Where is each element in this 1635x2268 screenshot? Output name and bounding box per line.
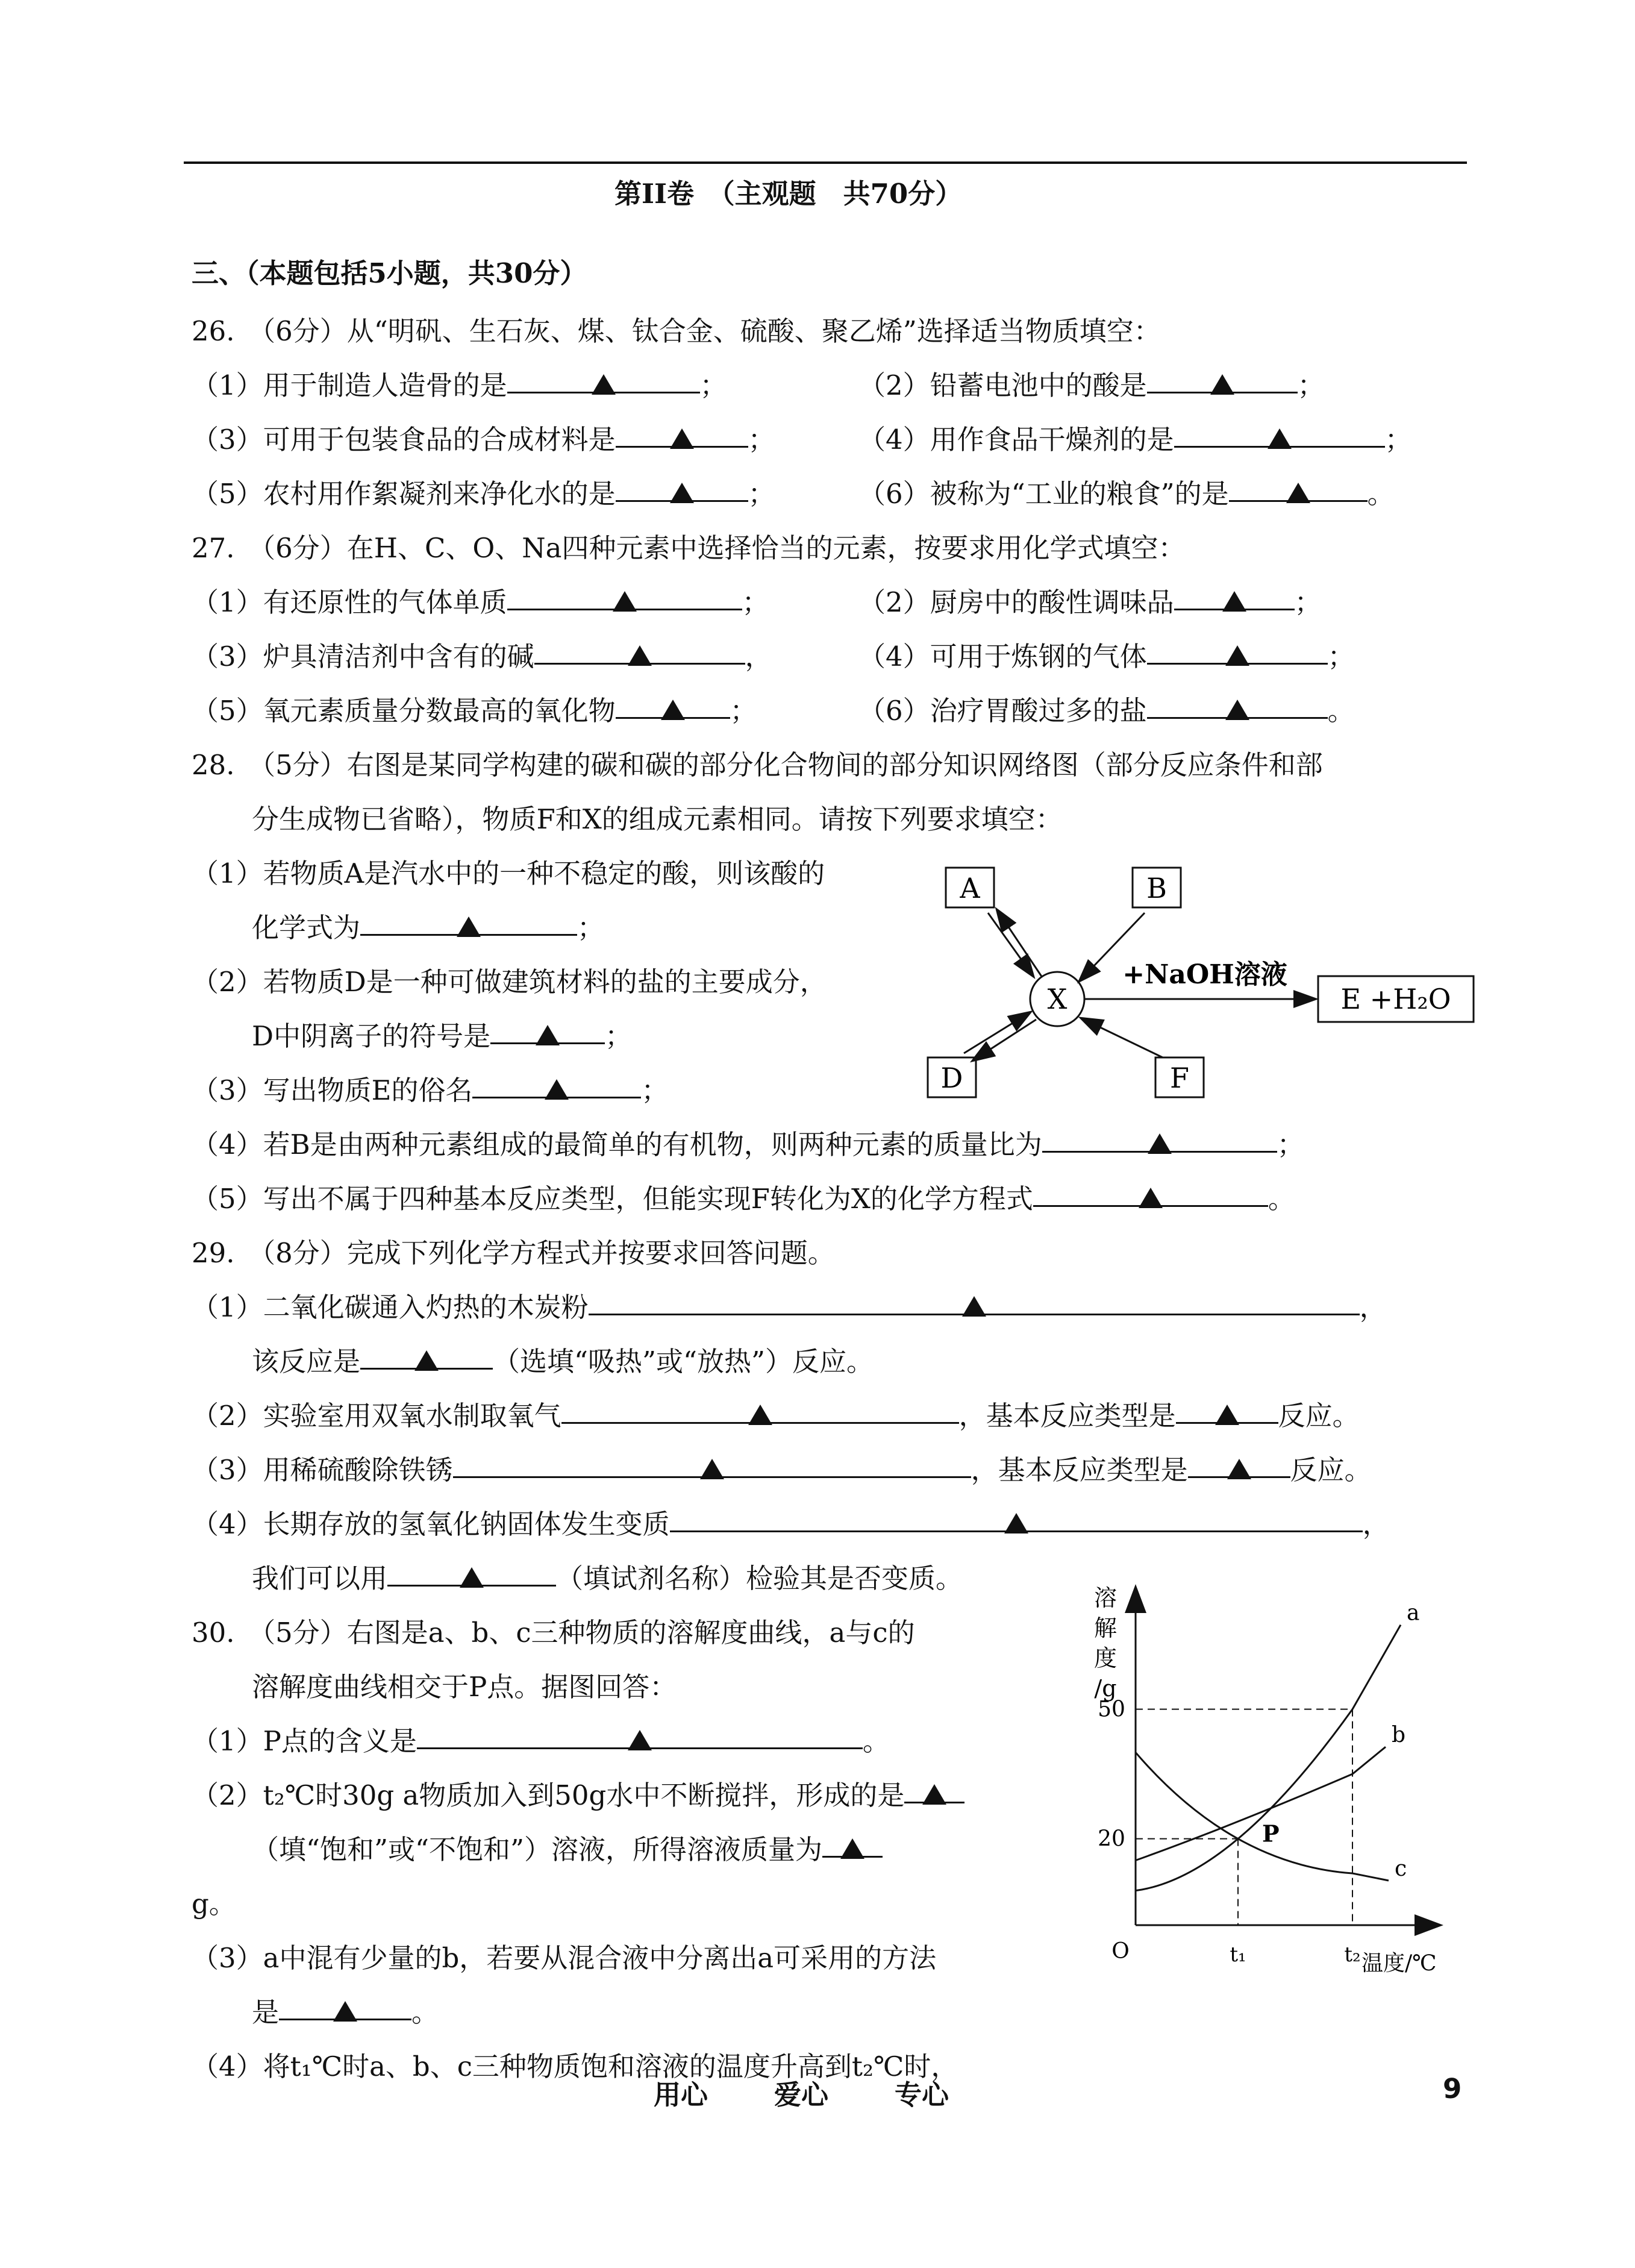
y-axis-label: /g — [1094, 1675, 1117, 1702]
series-b-label: b — [1392, 1723, 1406, 1748]
node-b-label: B — [1146, 872, 1167, 904]
answer-blank[interactable] — [1174, 422, 1385, 448]
q26-item-4: （4）用作食品干燥剂的是 ； — [858, 422, 1412, 458]
q30-item-3-line1: （3）a中混有少量的b，若要从混合液中分离出a可采用的方法 — [192, 1942, 937, 1974]
q26-item-5: （5）农村用作絮凝剂来净化水的是 ； — [192, 476, 775, 512]
answer-blank[interactable] — [360, 1344, 493, 1370]
q28-item-3: （3）写出物质E的俗名 ； — [192, 1073, 669, 1109]
answer-blank[interactable] — [616, 693, 730, 719]
arrow-x-to-a — [997, 910, 1042, 977]
answer-blank[interactable] — [561, 1398, 959, 1424]
solubility-chart — [1078, 1573, 1470, 1988]
q29-item-1-line1: （1）二氧化碳通入灼热的木炭粉 ， — [192, 1289, 1387, 1326]
arrow-a-to-x — [988, 913, 1033, 976]
x-axis-label: 温度/℃ — [1361, 1951, 1437, 1976]
answer-blank[interactable] — [1147, 693, 1328, 719]
answer-blank[interactable] — [822, 1832, 883, 1858]
q26-item-2: （2）铅蓄电池中的酸是 ； — [858, 368, 1325, 404]
q28-stem-line2: 分生成物已省略），物质F和X的组成元素相同。请按下列要求填空： — [252, 803, 1063, 835]
answer-blank[interactable] — [472, 1073, 641, 1098]
series-a-label: a — [1407, 1600, 1420, 1626]
answer-blank[interactable] — [589, 1289, 1360, 1315]
arrow-d-to-x — [964, 1012, 1030, 1053]
y-tick-label: 20 — [1098, 1826, 1125, 1852]
answer-blank[interactable] — [616, 422, 748, 448]
q30-stem-line2: 溶解度曲线相交于P点。据图回答： — [252, 1671, 677, 1703]
q30-item-2-line3: g。 — [192, 1888, 236, 1920]
answer-blank[interactable] — [417, 1723, 863, 1749]
q26-item-3: （3）可用于包装食品的合成材料是 ； — [192, 422, 775, 458]
footer-left: 用心 — [654, 2079, 708, 2111]
section-title: 第II卷 （主观题 共70分） — [614, 178, 963, 210]
answer-blank[interactable] — [1147, 368, 1298, 393]
q30-item-4-line1: （4）将t₁℃时a、b、c三种物质饱和溶液的温度升高到t₂℃时， — [192, 2050, 958, 2082]
answer-blank[interactable] — [670, 1506, 1363, 1532]
node-x-label: X — [1047, 983, 1068, 1015]
q27-stem: 27. （6分）在H、C、O、Na四种元素中选择恰当的元素，按要求用化学式填空： — [192, 532, 1186, 564]
part-title: 三、（本题包括5小题，共30分） — [192, 257, 587, 289]
answer-blank[interactable] — [453, 1452, 971, 1478]
q30-item-3-line2: 是 。 — [252, 1994, 439, 2031]
y-tick-label: 50 — [1098, 1697, 1125, 1722]
q30-item-2-line2: （填“饱和”或“不饱和”）溶液，所得溶液质量为 — [252, 1832, 883, 1868]
answer-blank[interactable] — [507, 368, 700, 393]
answer-blank[interactable] — [490, 1018, 605, 1044]
answer-blank[interactable] — [387, 1561, 556, 1587]
q27-item-3: （3）炉具清洁剂中含有的碱 ， — [192, 639, 772, 675]
q26-stem: 26. （6分）从“明矾、生石灰、煤、钛合金、硫酸、聚乙烯”选择适当物质填空： — [192, 315, 1161, 347]
q27-item-6: （6）治疗胃酸过多的盐 。 — [858, 693, 1355, 729]
q27-item-1: （1）有还原性的气体单质 ； — [192, 584, 769, 621]
q27-item-2: （2）厨房中的酸性调味品 ； — [858, 584, 1322, 621]
answer-blank[interactable] — [1042, 1127, 1277, 1153]
answer-blank[interactable] — [279, 1994, 411, 2020]
answer-blank[interactable] — [904, 1778, 964, 1803]
q29-item-4-line1: （4）长期存放的氢氧化钠固体发生变质 ， — [192, 1506, 1390, 1543]
q30-item-2-line1: （2）t₂℃时30g a物质加入到50g水中不断搅拌，形成的是 — [192, 1778, 964, 1814]
q29-stem: 29. （8分）完成下列化学方程式并按要求回答问题。 — [192, 1237, 835, 1269]
answer-blank[interactable] — [1174, 584, 1295, 610]
answer-blank[interactable] — [616, 476, 748, 502]
origin-label: O — [1111, 1939, 1130, 1964]
naoh-label: +NaOH溶液 — [1122, 959, 1287, 990]
q28-item-4: （4）若B是由两种元素组成的最简单的有机物，则两种元素的质量比为 ； — [192, 1127, 1304, 1163]
node-f-label: F — [1170, 1062, 1189, 1094]
q29-item-4-line2: 我们可以用 （填试剂名称）检验其是否变质。 — [252, 1561, 963, 1597]
answer-blank[interactable] — [1033, 1181, 1268, 1207]
q29-item-2: （2）实验室用双氧水制取氧气 ，基本反应类型是 反应。 — [192, 1398, 1360, 1434]
y-axis-label: 溶 — [1093, 1585, 1118, 1611]
page-number: 9 — [1443, 2073, 1462, 2105]
q26-item-6: （6）被称为“工业的粮食”的是 。 — [858, 476, 1395, 512]
q27-item-4: （4）可用于炼钢的气体 ； — [858, 639, 1355, 675]
top-rule — [184, 161, 1467, 164]
q28-item-5: （5）写出不属于四种基本反应类型，但能实现F转化为X的化学方程式 。 — [192, 1181, 1295, 1217]
arrow-f-to-x — [1081, 1018, 1163, 1057]
footer-right: 专心 — [895, 2079, 949, 2111]
series-a-line — [1136, 1625, 1401, 1891]
arrow-x-to-d — [973, 1020, 1036, 1060]
q26-item-1: （1）用于制造人造骨的是 ； — [192, 368, 727, 404]
product-label: E +H₂O — [1340, 983, 1451, 1015]
q30-item-1: （1）P点的含义是 。 — [192, 1723, 890, 1759]
carbon-network-diagram — [904, 850, 1482, 1121]
q29-item-3: （3）用稀硫酸除铁锈 ，基本反应类型是 反应。 — [192, 1452, 1372, 1488]
answer-blank[interactable] — [534, 639, 745, 665]
answer-blank[interactable] — [507, 584, 742, 610]
series-b-line — [1136, 1747, 1386, 1860]
q28-stem-line1: 28. （5分）右图是某同学构建的碳和碳的部分化合物间的部分知识网络图（部分反应条件和部 — [192, 749, 1323, 781]
point-p-label: P — [1262, 1820, 1280, 1847]
q30-stem-line1: 30. （5分）右图是a、b、c三种物质的溶解度曲线，a与c的 — [192, 1617, 915, 1649]
q28-item-2-line1: （2）若物质D是一种可做建筑材料的盐的主要成分， — [192, 966, 827, 998]
q28-item-1-line2: 化学式为 ； — [252, 910, 604, 946]
answer-blank[interactable] — [1229, 476, 1368, 502]
x-tick-label: t₂ — [1344, 1943, 1361, 1967]
series-c-label: c — [1395, 1856, 1407, 1881]
answer-blank[interactable] — [360, 910, 577, 936]
q28-item-2-line2: D中阴离子的符号是 ； — [252, 1018, 632, 1054]
answer-blank[interactable] — [1188, 1452, 1290, 1478]
y-axis-label: 度 — [1093, 1645, 1118, 1671]
q29-item-1-line2: 该反应是 （选填“吸热”或“放热”）反应。 — [252, 1344, 874, 1380]
q27-item-5: （5）氧元素质量分数最高的氧化物 ； — [192, 693, 757, 729]
node-a-label: A — [960, 872, 980, 904]
q28-item-1-line1: （1）若物质A是汽水中的一种不稳定的酸，则该酸的 — [192, 857, 825, 889]
answer-blank[interactable] — [1147, 639, 1328, 665]
answer-blank[interactable] — [1176, 1398, 1278, 1424]
y-axis-label: 解 — [1093, 1615, 1118, 1641]
x-tick-label: t₁ — [1230, 1943, 1246, 1967]
footer-middle: 爱心 — [774, 2079, 829, 2111]
node-d-label: D — [940, 1062, 963, 1094]
